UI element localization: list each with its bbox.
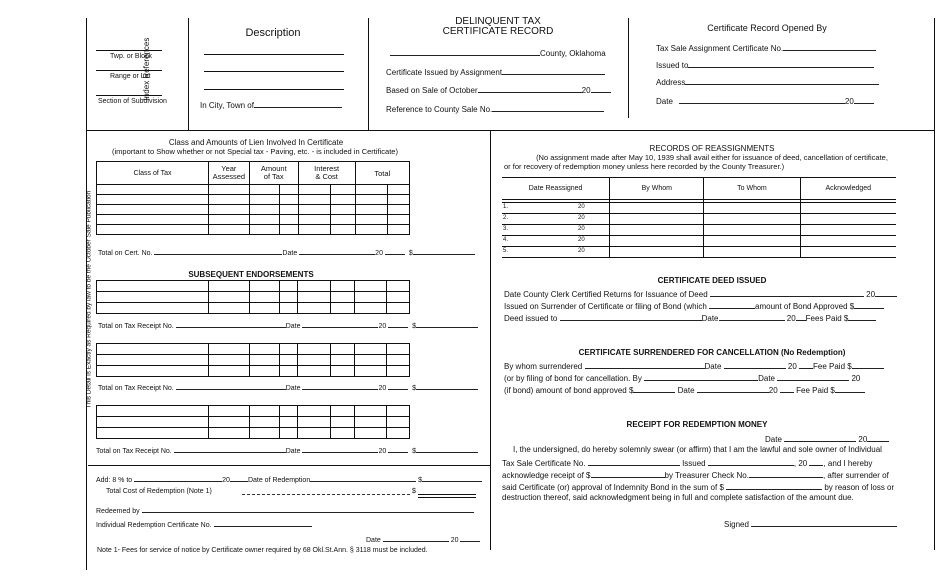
cancel-row-2: (or by filing of bond for cancellation. By Date 20 <box>504 374 861 383</box>
receipt-para-1: I, the undersigned, do hereby solemnly swear (or affirm) that I am the lawful and sole owner of Individual <box>513 445 882 454</box>
deed-row-3: Deed issued to Date 20 Fees Paid $ <box>504 312 876 324</box>
table-row[interactable] <box>97 195 410 205</box>
side-publication-text: This Detail is Exactly as Required by law to be the October Sale Publication <box>85 190 93 409</box>
receipt-1-date-field[interactable] <box>302 319 378 328</box>
cancel-whom-field[interactable] <box>585 360 705 369</box>
opened-date-field[interactable] <box>679 95 845 104</box>
assignment-field[interactable] <box>783 42 876 51</box>
bottom-date-row: Date 20 <box>366 533 480 545</box>
table-row[interactable] <box>97 281 410 292</box>
deed-year-field[interactable] <box>796 312 806 321</box>
table-row[interactable]: 3. 20 <box>502 225 896 236</box>
total-receipt-row-1: Total on Tax Receipt No. Date 20 $ <box>98 319 478 331</box>
individual-row: Individual Redemption Certificate No. <box>96 518 312 530</box>
receipt-para-2: Tax Sale Certificate No. Issued , 20 , and I hereby <box>502 459 873 468</box>
individual-field[interactable] <box>214 518 312 527</box>
frame-mid-rule <box>86 130 935 131</box>
redeemed-by-field[interactable] <box>142 504 474 513</box>
reassign-title: RECORDS OF REASSIGNMENTS <box>649 144 775 153</box>
total-receipt-row-2: Total on Tax Receipt No. Date 20 $ <box>98 381 478 393</box>
deed-fees-field[interactable] <box>848 312 876 321</box>
cancel-fee-field[interactable] <box>852 360 884 369</box>
issued-to-row: Issued to <box>656 59 874 71</box>
reference-row: Reference to County Sale No. <box>386 103 604 115</box>
cert-issued-field[interactable] <box>502 66 605 75</box>
description-line-1[interactable] <box>204 54 344 55</box>
receipt-3-date-field[interactable] <box>302 444 378 453</box>
add-field[interactable] <box>134 473 222 482</box>
add-year-field[interactable] <box>230 473 248 482</box>
total-redemption-leader <box>242 494 410 495</box>
lien-title-1: Class and Amounts of Lien Involved In Certificate <box>168 138 344 147</box>
address-row: Address <box>656 76 879 88</box>
index-references-side-label: Index References <box>142 37 151 101</box>
redeemed-by-row: Redeemed by <box>96 504 474 516</box>
col-to-whom: To Whom <box>704 178 800 200</box>
reassign-note-1: (No assignment made after May 10, 1939 shall avail either for issuance of deed, cancellation of certificate, <box>536 153 888 162</box>
receipt-para-3: acknowledge receipt of $ by Treasurer Check No. , after surrender of <box>502 471 889 480</box>
receipt-check-field[interactable] <box>749 469 823 478</box>
based-on-field[interactable] <box>478 84 582 93</box>
total-cert-field[interactable] <box>154 246 282 255</box>
lien-table <box>96 161 410 235</box>
address-field[interactable] <box>685 76 879 85</box>
opened-by-title: Certificate Record Opened By <box>707 23 827 33</box>
bottom-date-field[interactable] <box>383 533 449 542</box>
deed-certified-year-field[interactable] <box>875 288 897 297</box>
receipt-3-year-field[interactable] <box>388 444 408 453</box>
section-label: Section of Subdivision <box>98 98 167 105</box>
deed-row-1: Date County Clerk Certified Returns for Issuance of Deed 20 <box>504 288 897 300</box>
frame-center-divider <box>490 130 491 550</box>
total-receipt-row-3: Total on Tax Receipt No. Date 20 $ <box>96 444 478 456</box>
deed-date-field[interactable] <box>719 312 785 321</box>
form-title-2: CERTIFICATE RECORD <box>442 26 554 37</box>
redemption-date-field[interactable] <box>310 473 416 482</box>
header-divider-3 <box>628 18 629 118</box>
receipt-amount-field[interactable] <box>591 469 665 478</box>
range-label: Range or Lot <box>110 73 151 80</box>
frame-right-bottom <box>934 130 935 550</box>
table-row[interactable] <box>97 215 410 225</box>
cancel-title: CERTIFICATE SURRENDERED FOR CANCELLATION (No Redemption) <box>578 348 846 357</box>
total-redemption-field[interactable] <box>418 494 476 495</box>
col-acknowledged: Acknowledged <box>800 178 896 200</box>
deed-row-2: Issued on Surrender of Certificate or filing of Bond (which amount of Bond Approved $ <box>504 300 884 312</box>
deed-title: CERTIFICATE DEED ISSUED <box>657 276 767 285</box>
table-row[interactable] <box>97 185 410 195</box>
table-row[interactable] <box>97 205 410 215</box>
cancel-bond-amount-field[interactable] <box>633 384 675 393</box>
description-line-3[interactable] <box>204 89 344 90</box>
twp-line[interactable] <box>96 50 162 51</box>
cancel-bond-fee-field[interactable] <box>835 384 865 393</box>
reference-field[interactable] <box>492 103 604 112</box>
range-line[interactable] <box>96 70 162 71</box>
receipt-date-row: Date 20 <box>765 433 889 445</box>
cancel-row-3: (if bond) amount of bond approved $ Date 20 Fee Paid $ <box>504 384 865 396</box>
receipt-cert-no-field[interactable] <box>588 457 680 466</box>
table-row[interactable]: 5. 20 <box>502 247 896 258</box>
receipt-1-year-field[interactable] <box>388 319 408 328</box>
cert-issued-row: Certificate Issued by Assignment <box>386 66 605 78</box>
receipt-para-4: said Certificate (or) approval of Indemnity Bond in the sum of $ by reason of loss or <box>502 483 895 492</box>
deed-issued-to-field[interactable] <box>560 312 702 321</box>
assignment-row: Tax Sale Assignment Certificate No. <box>656 42 876 54</box>
city-label: In City, Town of <box>200 99 342 111</box>
table-row[interactable]: 2. 20 <box>502 214 896 225</box>
total-redemption-row: Total Cost of Redemption (Note 1) <box>106 488 212 495</box>
endorsement-table-1 <box>96 280 410 314</box>
endorsement-table-2 <box>96 343 410 377</box>
reassign-table <box>502 177 896 258</box>
add-row: Add: 8 % to 20 Date of Redemption $ <box>96 473 482 485</box>
receipt-3-amount-field[interactable] <box>416 444 478 453</box>
opened-date-row: Date 20 <box>656 95 874 107</box>
table-row[interactable] <box>97 417 410 428</box>
table-row[interactable] <box>97 225 410 235</box>
table-row[interactable] <box>97 303 410 314</box>
cancel-bond-date-field[interactable] <box>777 372 849 381</box>
county-field[interactable] <box>390 47 540 56</box>
footnote: Note 1- Fees for service of notice by Certificate owner required by 68 Okl.St.Ann. § 3118 must be included. <box>97 547 428 554</box>
frame-left-top <box>86 18 87 130</box>
section-line[interactable] <box>96 95 162 96</box>
col-total: Total <box>355 162 410 185</box>
table-row[interactable] <box>97 344 410 355</box>
city-field[interactable] <box>254 99 342 108</box>
description-line-2[interactable] <box>204 71 344 72</box>
deed-certified-field[interactable] <box>710 288 864 297</box>
county-row: County, Oklahoma <box>390 47 606 59</box>
issued-to-field[interactable] <box>688 59 874 68</box>
description-title: Description <box>245 27 301 39</box>
total-cert-amount-field[interactable] <box>413 246 475 255</box>
opened-year-field[interactable] <box>854 95 874 104</box>
receipt-3-field[interactable] <box>174 444 286 453</box>
form-title-1: DELINQUENT TAX <box>455 16 541 27</box>
lien-title-2: (important to Show whether or not Special tax - Paving, etc. - is included in Certificate) <box>112 147 398 156</box>
total-cert-year-field[interactable] <box>385 246 405 255</box>
based-on-row: Based on Sale of October 20 <box>386 84 611 96</box>
endorsement-table-3 <box>96 405 410 439</box>
cancel-bond-year-field[interactable] <box>780 384 794 393</box>
total-redemption-double <box>418 497 476 498</box>
receipt-2-amount-field[interactable] <box>416 381 478 390</box>
add-amount-field[interactable] <box>422 473 482 482</box>
table-row[interactable] <box>97 292 410 303</box>
receipt-bond-field[interactable] <box>726 481 822 490</box>
receipt-1-field[interactable] <box>176 319 286 328</box>
frame-right-top <box>934 18 935 130</box>
table-row[interactable] <box>97 355 410 366</box>
receipt-2-year-field[interactable] <box>388 381 408 390</box>
col-date-reassigned: Date Reassigned <box>502 178 610 200</box>
receipt-para-5: destruction thereof, said acknowledgment being in full and complete satisfaction of the amount due. <box>502 493 854 502</box>
signed-field[interactable] <box>751 518 897 527</box>
receipt-title: RECEIPT FOR REDEMPTION MONEY <box>626 420 768 429</box>
cancel-date-field[interactable] <box>724 360 786 369</box>
redemption-top-rule <box>88 465 490 466</box>
receipt-2-date-field[interactable] <box>302 381 378 390</box>
cancel-bond-by-field[interactable] <box>644 372 758 381</box>
receipt-date-field[interactable] <box>784 433 856 442</box>
receipt-issued-field[interactable] <box>708 457 794 466</box>
header-divider-2 <box>368 18 369 130</box>
total-cert-date-field[interactable] <box>299 246 375 255</box>
receipt-2-field[interactable] <box>176 381 286 390</box>
total-redemption-dollar: $ <box>412 488 416 495</box>
deed-bond-field[interactable] <box>709 300 755 309</box>
signed-row: Signed <box>724 518 897 530</box>
col-interest-cost: Interest & Cost <box>298 162 355 185</box>
cancel-year-field[interactable] <box>799 360 813 369</box>
deed-bond-amount-field[interactable] <box>854 300 884 309</box>
col-class-of-tax: Class of Tax <box>97 162 209 185</box>
table-row[interactable]: 4. 20 <box>502 236 896 247</box>
table-row[interactable] <box>97 406 410 417</box>
cancel-row-1: By whom surrendered Date 20 Fee Paid $ <box>504 360 884 372</box>
subsequent-title: SUBSEQUENT ENDORSEMENTS <box>188 270 314 279</box>
receipt-year-field[interactable] <box>867 433 889 442</box>
table-row[interactable]: 1. 20 <box>502 203 896 214</box>
table-row[interactable] <box>97 428 410 439</box>
total-cert-row: Total on Cert. No. Date 20 $ <box>98 246 475 258</box>
receipt-1-amount-field[interactable] <box>416 319 478 328</box>
twp-label: Twp. or Block <box>110 53 153 60</box>
bottom-year-field[interactable] <box>460 533 480 542</box>
col-year-assessed: Year Assessed <box>209 162 250 185</box>
reassign-note-2: or for recovery of redemption money unless here recorded by the County Treasurer.) <box>504 162 785 171</box>
cancel-bond-date2-field[interactable] <box>697 384 769 393</box>
table-row[interactable] <box>97 366 410 377</box>
receipt-issued-year-field[interactable] <box>809 457 823 466</box>
based-on-year-field[interactable] <box>591 84 611 93</box>
col-by-whom: By Whom <box>610 178 704 200</box>
col-amount-of-tax: Amount of Tax <box>249 162 298 185</box>
